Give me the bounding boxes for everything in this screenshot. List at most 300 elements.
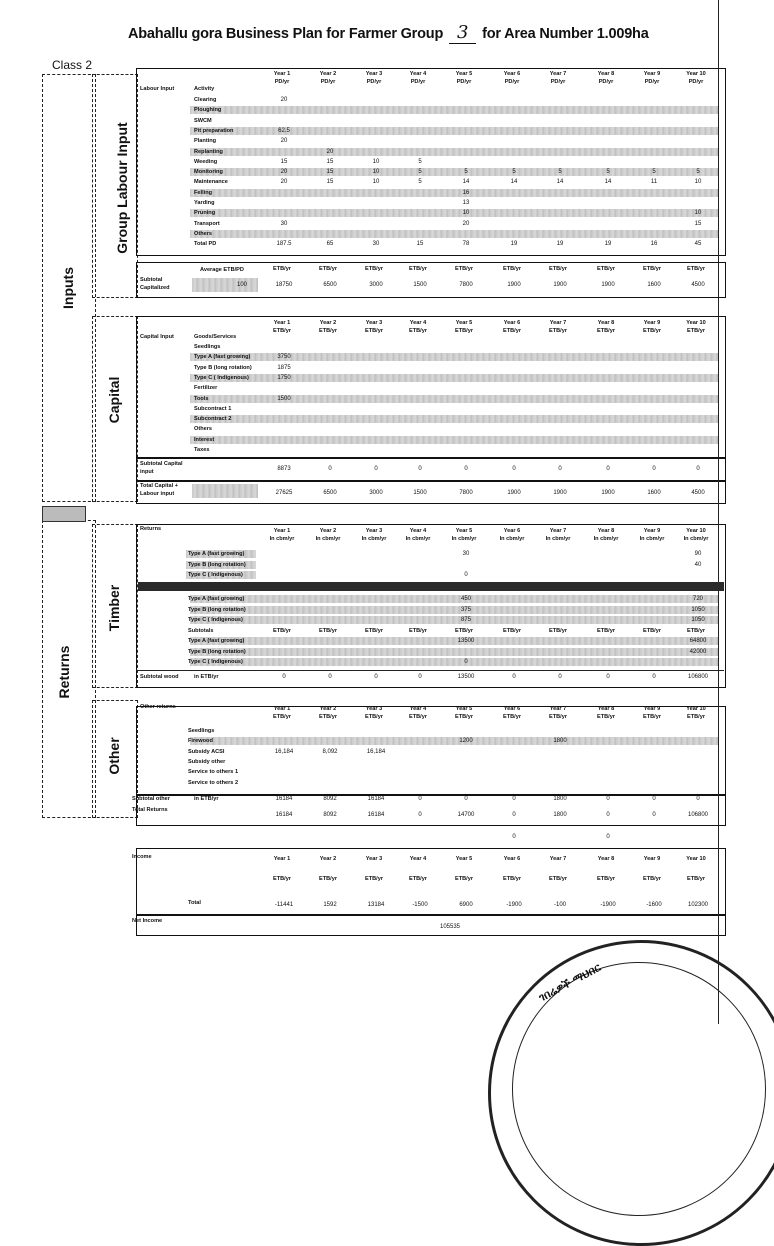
timber-unit-header: In cbm/yr xyxy=(683,536,709,542)
capital-label: Capital xyxy=(106,376,122,424)
labour-cell: 5 xyxy=(512,169,516,176)
income-total-cell: -100 xyxy=(553,902,566,908)
labour-etb-unit: ETB/yr xyxy=(454,266,474,272)
income-total-label: Total xyxy=(188,900,201,906)
other-subtotal-label: Subtotal other xyxy=(132,796,170,802)
title-suffix: for Area Number 1.009ha xyxy=(482,26,649,42)
labour-activity-label: Transport xyxy=(194,220,220,227)
capital-year-header: Year 9 xyxy=(643,320,661,326)
capital-unit-header: ETB/yr xyxy=(596,328,616,334)
timber-etb-unit: ETB/yr xyxy=(642,628,662,634)
timber-label: Timber xyxy=(106,584,122,632)
labour-cell: 19 xyxy=(510,241,518,248)
timber-etb-unit: ETB/yr xyxy=(364,628,384,634)
timber-price-y10: 1050 xyxy=(691,617,705,623)
income-unit-header: ETB/yr xyxy=(318,876,338,882)
total-returns-cell: 106800 xyxy=(687,812,709,818)
income-total-cell: 102300 xyxy=(687,902,709,908)
capital-subtotal-cell: 0 xyxy=(464,466,468,472)
other-subtotal-cell: 16184 xyxy=(367,796,385,802)
timber-value-y5: 0 xyxy=(464,659,468,665)
income-year-header: Year 1 xyxy=(273,856,291,862)
timber-year-header: Year 9 xyxy=(643,528,661,534)
capital-subtotal-cell: 0 xyxy=(512,466,516,472)
other-subtotal-cell: 8092 xyxy=(323,796,337,802)
other-cell: 16,184 xyxy=(366,748,386,755)
timber-returns-header: Returns xyxy=(140,526,162,532)
capital-total-cell: 7800 xyxy=(459,490,473,496)
other-unit-header: ETB/yr xyxy=(272,714,292,720)
capital-year-header: Year 3 xyxy=(365,320,383,326)
capital-item-label: Seedlings xyxy=(194,344,221,350)
timber-subtotal-cell: 0 xyxy=(328,674,332,680)
timber-subtotal-cell: 0 xyxy=(558,674,562,680)
other-subtotal-cell: 0 xyxy=(652,796,656,802)
capital-year-header: Year 6 xyxy=(503,320,521,326)
timber-value-label: Type C ( Indigenous) xyxy=(188,659,243,665)
income-year-header: Year 3 xyxy=(365,856,383,862)
other-subtotal-cell: 1800 xyxy=(553,796,567,802)
other-item-label: Seedlings xyxy=(188,728,215,734)
labour-cell: 30 xyxy=(280,220,288,227)
total-returns-label: Total Returns xyxy=(132,807,168,813)
income-total-cell: 6900 xyxy=(459,902,473,908)
timber-price-label: Type B (long rotation) xyxy=(188,606,246,613)
labour-cell: 15 xyxy=(326,179,334,186)
other-unit-header: ETB/yr xyxy=(318,714,338,720)
timber-price-y5: 375 xyxy=(460,606,471,613)
timber-price-y10: 720 xyxy=(692,596,703,602)
average-etb-label: Average ETB/PD xyxy=(200,267,244,273)
timber-year-header: Year 2 xyxy=(319,528,337,534)
other-item-label: Subsidy other xyxy=(188,758,226,765)
timber-subtotal-cell: 106800 xyxy=(687,674,709,680)
timber-subtotal-unit: in ETB/yr xyxy=(194,674,219,680)
labour-cell: 5 xyxy=(464,169,468,176)
labour-cell: 5 xyxy=(418,179,422,186)
capital-item-label: Subcontract 1 xyxy=(194,405,232,412)
timber-volume-y5: 30 xyxy=(462,551,470,557)
capital-subtotal-cell: 0 xyxy=(606,466,610,472)
labour-unit-header: PD/yr xyxy=(550,79,566,85)
income-unit-header: ETB/yr xyxy=(272,876,292,882)
labour-year-header: Year 7 xyxy=(549,71,567,77)
labour-subtotal-cell: 18750 xyxy=(275,282,293,288)
total-returns-cell: 0 xyxy=(512,812,516,818)
timber-unit-header: In cbm/yr xyxy=(639,536,665,542)
timber-subtotal-label: Subtotal wood xyxy=(140,674,179,680)
net-income-label: Net Income xyxy=(132,918,163,924)
income-header: Income xyxy=(132,854,152,860)
right-margin-line xyxy=(718,0,719,1024)
capital-subtotal-cell: 8873 xyxy=(277,466,291,472)
timber-year-header: Year 6 xyxy=(503,528,521,534)
labour-cell: 14 xyxy=(462,179,470,186)
capital-input-header: Capital Input xyxy=(140,334,174,340)
capital-subtotal-cell: 0 xyxy=(418,466,422,472)
other-unit-header: ETB/yr xyxy=(548,714,568,720)
labour-cell: 13 xyxy=(462,200,470,206)
total-returns-cell: 0 xyxy=(418,812,422,818)
timber-etb-unit: ETB/yr xyxy=(318,628,338,634)
labour-cell: 10 xyxy=(694,179,702,186)
labour-activity-label: Others xyxy=(194,230,213,237)
other-item-label: Service to others 1 xyxy=(188,769,239,776)
labour-cell: 10 xyxy=(372,169,380,176)
other-year-header: Year 9 xyxy=(643,706,661,712)
timber-subtotal-cell: 0 xyxy=(652,674,656,680)
goods-services-header: Goods/Services xyxy=(194,334,237,340)
income-unit-header: ETB/yr xyxy=(642,876,662,882)
labour-etb-unit: ETB/yr xyxy=(502,266,522,272)
income-year-header: Year 8 xyxy=(597,856,615,862)
other-year-header: Year 10 xyxy=(686,706,706,712)
labour-cell: 5 xyxy=(418,169,422,176)
timber-value-y10: 64800 xyxy=(689,638,707,644)
capital-item-label: Interest xyxy=(194,436,215,443)
other-label: Other xyxy=(106,737,122,775)
income-year-header: Year 9 xyxy=(643,856,661,862)
other-unit-header: ETB/yr xyxy=(596,714,616,720)
timber-subtotal-cell: 0 xyxy=(282,674,286,680)
income-unit-header: ETB/yr xyxy=(364,876,384,882)
income-total-cell: 13184 xyxy=(367,902,385,908)
labour-cell: 10 xyxy=(694,210,702,217)
group-labour-label: Group Labour Input xyxy=(114,122,130,254)
income-total-cell: -1500 xyxy=(412,902,428,908)
capital-year-header: Year 8 xyxy=(597,320,615,326)
timber-year-header: Year 1 xyxy=(273,528,291,534)
timber-etb-unit: ETB/yr xyxy=(408,628,428,634)
capital-unit-header: ETB/yr xyxy=(364,328,384,334)
income-unit-header: ETB/yr xyxy=(548,876,568,882)
labour-cell: 5 xyxy=(558,169,562,176)
capital-total-cell: 1600 xyxy=(647,490,661,496)
capital-unit-header: ETB/yr xyxy=(548,328,568,334)
other-subtotal-cell: 16184 xyxy=(275,796,293,802)
timber-subtotals-label: Subtotals xyxy=(188,628,214,634)
other-year-header: Year 5 xyxy=(455,706,473,712)
handwritten-group-number: 3 xyxy=(449,22,476,44)
timber-unit-header: In cbm/yr xyxy=(499,536,525,542)
labour-cell: 20 xyxy=(280,179,288,186)
total-returns-cell: 0 xyxy=(606,812,610,818)
other-unit-header: ETB/yr xyxy=(408,714,428,720)
labour-activity-label: Felling xyxy=(194,189,213,196)
capital-cell: 1875 xyxy=(277,364,291,371)
timber-value-y10: 42000 xyxy=(689,648,707,655)
capital-year-header: Year 10 xyxy=(686,320,706,326)
timber-subtotal-cell: 13500 xyxy=(457,674,475,680)
labour-activity-label: Pit preparation xyxy=(194,127,234,134)
labour-cell: 14 xyxy=(510,179,518,186)
income-unit-header: ETB/yr xyxy=(502,876,522,882)
total-returns-cell: 8092 xyxy=(323,812,337,818)
timber-subtotal-line xyxy=(136,670,724,671)
timber-year-header: Year 8 xyxy=(597,528,615,534)
labour-rate-value: 100 xyxy=(236,282,247,288)
capital-item-label: Type C ( Indigenous) xyxy=(194,374,249,381)
timber-etb-unit: ETB/yr xyxy=(686,628,706,634)
timber-price-label: Type C ( Indigenous) xyxy=(188,617,243,623)
timber-volume-y10: 40 xyxy=(694,561,702,568)
labour-year-header: Year 2 xyxy=(319,71,337,77)
timber-subtotal-cell: 0 xyxy=(512,674,516,680)
other-year-header: Year 6 xyxy=(503,706,521,712)
timber-value-y5: 13500 xyxy=(457,638,475,644)
labour-subtotal-cell: 7800 xyxy=(459,282,473,288)
labour-subtotal-cell: 1900 xyxy=(601,282,615,288)
capital-year-header: Year 2 xyxy=(319,320,337,326)
income-unit-header: ETB/yr xyxy=(454,876,474,882)
capital-item-label: Taxes xyxy=(194,447,210,453)
labour-cell: 5 xyxy=(418,158,422,165)
labour-cell: 187.5 xyxy=(276,241,292,248)
labour-etb-unit: ETB/yr xyxy=(596,266,616,272)
income-year-header: Year 6 xyxy=(503,856,521,862)
capital-item-label: Fertilizer xyxy=(194,385,218,392)
labour-unit-header: PD/yr xyxy=(366,79,382,85)
capital-unit-header: ETB/yr xyxy=(272,328,292,334)
income-year-header: Year 2 xyxy=(319,856,337,862)
capital-subtotal-cell: 0 xyxy=(652,466,656,472)
labour-cell: 30 xyxy=(372,241,380,248)
other-subtotal-cell: 0 xyxy=(606,796,610,802)
income-total-cell: -11441 xyxy=(274,902,294,908)
other-unit-header: ETB/yr xyxy=(364,714,384,720)
labour-activity-label: SWCM xyxy=(194,117,212,124)
labour-cell: 14 xyxy=(604,179,612,186)
labour-cell: 78 xyxy=(462,241,470,248)
capital-subtotal-label: Subtotal Capital input xyxy=(140,461,183,475)
labour-activity-label: Yarding xyxy=(194,200,215,206)
other-year-header: Year 1 xyxy=(273,706,291,712)
other-item-label: Firewood xyxy=(188,738,213,745)
income-total-cell: 1592 xyxy=(323,902,337,908)
total-capital-shade xyxy=(192,484,258,498)
timber-volume-label: Type A (fast growing) xyxy=(188,551,245,557)
capital-cell: 1750 xyxy=(277,374,291,381)
labour-subtotal-label: Subtotal Capitalized xyxy=(140,277,170,291)
timber-price-y5: 450 xyxy=(460,596,471,602)
capital-total-cell: 3000 xyxy=(369,490,383,496)
capital-unit-header: ETB/yr xyxy=(642,328,662,334)
capital-unit-header: ETB/yr xyxy=(686,328,706,334)
labour-row-shade xyxy=(190,230,718,238)
other-subtotal-unit: in ETB/yr xyxy=(194,796,219,802)
capital-unit-header: ETB/yr xyxy=(318,328,338,334)
timber-year-header: Year 3 xyxy=(365,528,383,534)
income-unit-header: ETB/yr xyxy=(686,876,706,882)
timber-price-label: Type A (fast growing) xyxy=(188,596,245,602)
other-item-label: Service to others 2 xyxy=(188,779,239,786)
labour-activity-label: Maintenance xyxy=(194,179,228,186)
labour-year-header: Year 5 xyxy=(455,71,473,77)
labour-cell: 10 xyxy=(372,179,380,186)
timber-etb-unit: ETB/yr xyxy=(548,628,568,634)
labour-cell: 14 xyxy=(556,179,564,186)
labour-unit-header: PD/yr xyxy=(320,79,336,85)
capital-item-label: Type A (fast growing) xyxy=(194,354,251,361)
timber-unit-header: In cbm/yr xyxy=(451,536,477,542)
labour-activity-label: Ploughing xyxy=(194,107,222,114)
total-returns-cell: 1800 xyxy=(553,812,567,818)
labour-etb-unit: ETB/yr xyxy=(408,266,428,272)
labour-unit-header: PD/yr xyxy=(274,79,290,85)
labour-activity-label: Planting xyxy=(194,138,217,145)
labour-unit-header: PD/yr xyxy=(410,79,426,85)
labour-cell: 5 xyxy=(696,169,700,176)
labour-cell: 15 xyxy=(694,220,702,227)
timber-etb-unit: ETB/yr xyxy=(502,628,522,634)
total-returns-cell: 16184 xyxy=(275,812,293,818)
capital-total-cell: 1500 xyxy=(413,490,427,496)
other-subtotal-cell: 0 xyxy=(418,796,422,802)
other-year-header: Year 7 xyxy=(549,706,567,712)
other-unit-header: ETB/yr xyxy=(454,714,474,720)
labour-activity-label: Replanting xyxy=(194,148,223,155)
capital-item-label: Others xyxy=(194,426,213,433)
labour-input-header: Labour Input xyxy=(140,86,175,92)
other-unit-header: ETB/yr xyxy=(642,714,662,720)
capital-unit-header: ETB/yr xyxy=(408,328,428,334)
labour-cell: 20 xyxy=(280,169,288,176)
capital-year-header: Year 4 xyxy=(409,320,427,326)
other-unit-header: ETB/yr xyxy=(502,714,522,720)
labour-row-shade xyxy=(190,148,718,156)
labour-cell: 15 xyxy=(280,158,288,165)
labour-cell: 10 xyxy=(462,210,470,217)
labour-cell: 62.5 xyxy=(278,127,290,134)
timber-volume-y10: 90 xyxy=(694,551,702,557)
capital-total-cell: 4500 xyxy=(691,490,705,496)
labour-cell: 19 xyxy=(604,241,612,248)
timber-unit-header: In cbm/yr xyxy=(269,536,295,542)
other-cell: 8,092 xyxy=(322,748,338,755)
other-item-label: Subsidy ACSI xyxy=(188,748,225,755)
labour-year-header: Year 8 xyxy=(597,71,615,77)
labour-subtotal-cell: 1600 xyxy=(647,282,661,288)
labour-cell: 20 xyxy=(280,138,288,145)
other-returns-header: Other returns xyxy=(140,704,176,710)
income-unit-header: ETB/yr xyxy=(408,876,428,882)
total-returns-cell: 16184 xyxy=(367,812,385,818)
labour-cell: 5 xyxy=(652,169,656,176)
labour-cell: 5 xyxy=(606,169,610,176)
labour-cell: 20 xyxy=(280,97,288,103)
timber-unit-header: In cbm/yr xyxy=(593,536,619,542)
timber-volume-y5: 0 xyxy=(464,572,468,578)
labour-year-header: Year 10 xyxy=(686,71,706,77)
timber-etb-unit: ETB/yr xyxy=(596,628,616,634)
stamp-text: ገበሬዎች ማህበር xyxy=(536,960,603,1005)
capital-subtotal-cell: 0 xyxy=(696,466,700,472)
returns-label: Returns xyxy=(56,645,72,699)
labour-etb-unit: ETB/yr xyxy=(548,266,568,272)
labour-subtotal-cell: 1900 xyxy=(553,282,567,288)
labour-unit-header: PD/yr xyxy=(598,79,614,85)
labour-activity-label: Clearing xyxy=(194,97,217,103)
labour-subtotal-cell: 3000 xyxy=(369,282,383,288)
capital-year-header: Year 5 xyxy=(455,320,473,326)
timber-year-header: Year 5 xyxy=(455,528,473,534)
other-year-header: Year 8 xyxy=(597,706,615,712)
class-label: Class 2 xyxy=(52,58,93,72)
labour-activity-label: Pruning xyxy=(194,210,216,217)
labour-year-header: Year 3 xyxy=(365,71,383,77)
income-year-header: Year 7 xyxy=(549,856,567,862)
net-income-value: 105535 xyxy=(439,924,461,930)
total-returns-cell: 0 xyxy=(652,812,656,818)
other-subtotal-cell: 0 xyxy=(512,796,516,802)
timber-volume-label: Type C ( Indigenous) xyxy=(188,572,243,578)
income-year-header: Year 10 xyxy=(686,856,706,862)
activity-header: Activity xyxy=(194,86,215,92)
document-title xyxy=(128,22,649,44)
labour-activity-label: Weeding xyxy=(194,158,218,165)
timber-subtotal-cell: 0 xyxy=(418,674,422,680)
labour-unit-header: PD/yr xyxy=(688,79,704,85)
timber-subtotal-cell: 0 xyxy=(606,674,610,680)
other-year-header: Year 4 xyxy=(409,706,427,712)
other-cell: 1200 xyxy=(459,738,473,745)
labour-etb-unit: ETB/yr xyxy=(364,266,384,272)
labour-cell: 15 xyxy=(326,169,334,176)
other-cell: 1800 xyxy=(553,738,567,745)
labour-activity-label: Monitoring xyxy=(194,169,223,176)
income-total-cell: -1600 xyxy=(646,902,662,908)
capital-unit-header: ETB/yr xyxy=(454,328,474,334)
income-unit-header: ETB/yr xyxy=(596,876,616,882)
capital-year-header: Year 7 xyxy=(549,320,567,326)
timber-year-header: Year 10 xyxy=(686,528,706,534)
labour-etb-unit: ETB/yr xyxy=(642,266,662,272)
capital-item-label: Subcontract 2 xyxy=(194,416,232,423)
timber-divider-bar xyxy=(138,582,724,591)
labour-year-header: Year 4 xyxy=(409,71,427,77)
capital-item-label: Type B (long rotation) xyxy=(194,364,252,371)
labour-cell: 45 xyxy=(694,241,702,248)
timber-year-header: Year 7 xyxy=(549,528,567,534)
timber-year-header: Year 4 xyxy=(409,528,427,534)
capital-total-cell: 6500 xyxy=(323,490,337,496)
timber-price-y5: 875 xyxy=(460,617,471,623)
timber-subtotal-cell: 0 xyxy=(374,674,378,680)
returns-extra-cell: 0 xyxy=(512,834,516,840)
labour-cell: 11 xyxy=(650,179,658,186)
title-prefix: Abahallu gora Business Plan for Farmer Group xyxy=(128,26,444,42)
labour-cell: 10 xyxy=(372,158,380,165)
capital-cell: 3750 xyxy=(277,354,291,361)
capital-year-header: Year 1 xyxy=(273,320,291,326)
timber-unit-header: In cbm/yr xyxy=(361,536,387,542)
labour-cell: 16 xyxy=(462,189,470,196)
labour-row-shade xyxy=(190,106,718,114)
capital-total-cell: 1900 xyxy=(553,490,567,496)
labour-cell: 20 xyxy=(462,220,470,227)
timber-value-label: Type B (long rotation) xyxy=(188,648,246,655)
labour-etb-unit: ETB/yr xyxy=(318,266,338,272)
timber-unit-header: In cbm/yr xyxy=(315,536,341,542)
income-total-cell: -1900 xyxy=(600,902,616,908)
labour-activity-label: Total PD xyxy=(194,241,217,248)
timber-unit-header: In cbm/yr xyxy=(405,536,431,542)
capital-total-cell: 1900 xyxy=(507,490,521,496)
labour-cell: 20 xyxy=(326,148,334,155)
total-capital-label: Total Capital + Labour input xyxy=(140,483,178,497)
timber-etb-unit: ETB/yr xyxy=(454,628,474,634)
inputs-label: Inputs xyxy=(60,267,76,309)
